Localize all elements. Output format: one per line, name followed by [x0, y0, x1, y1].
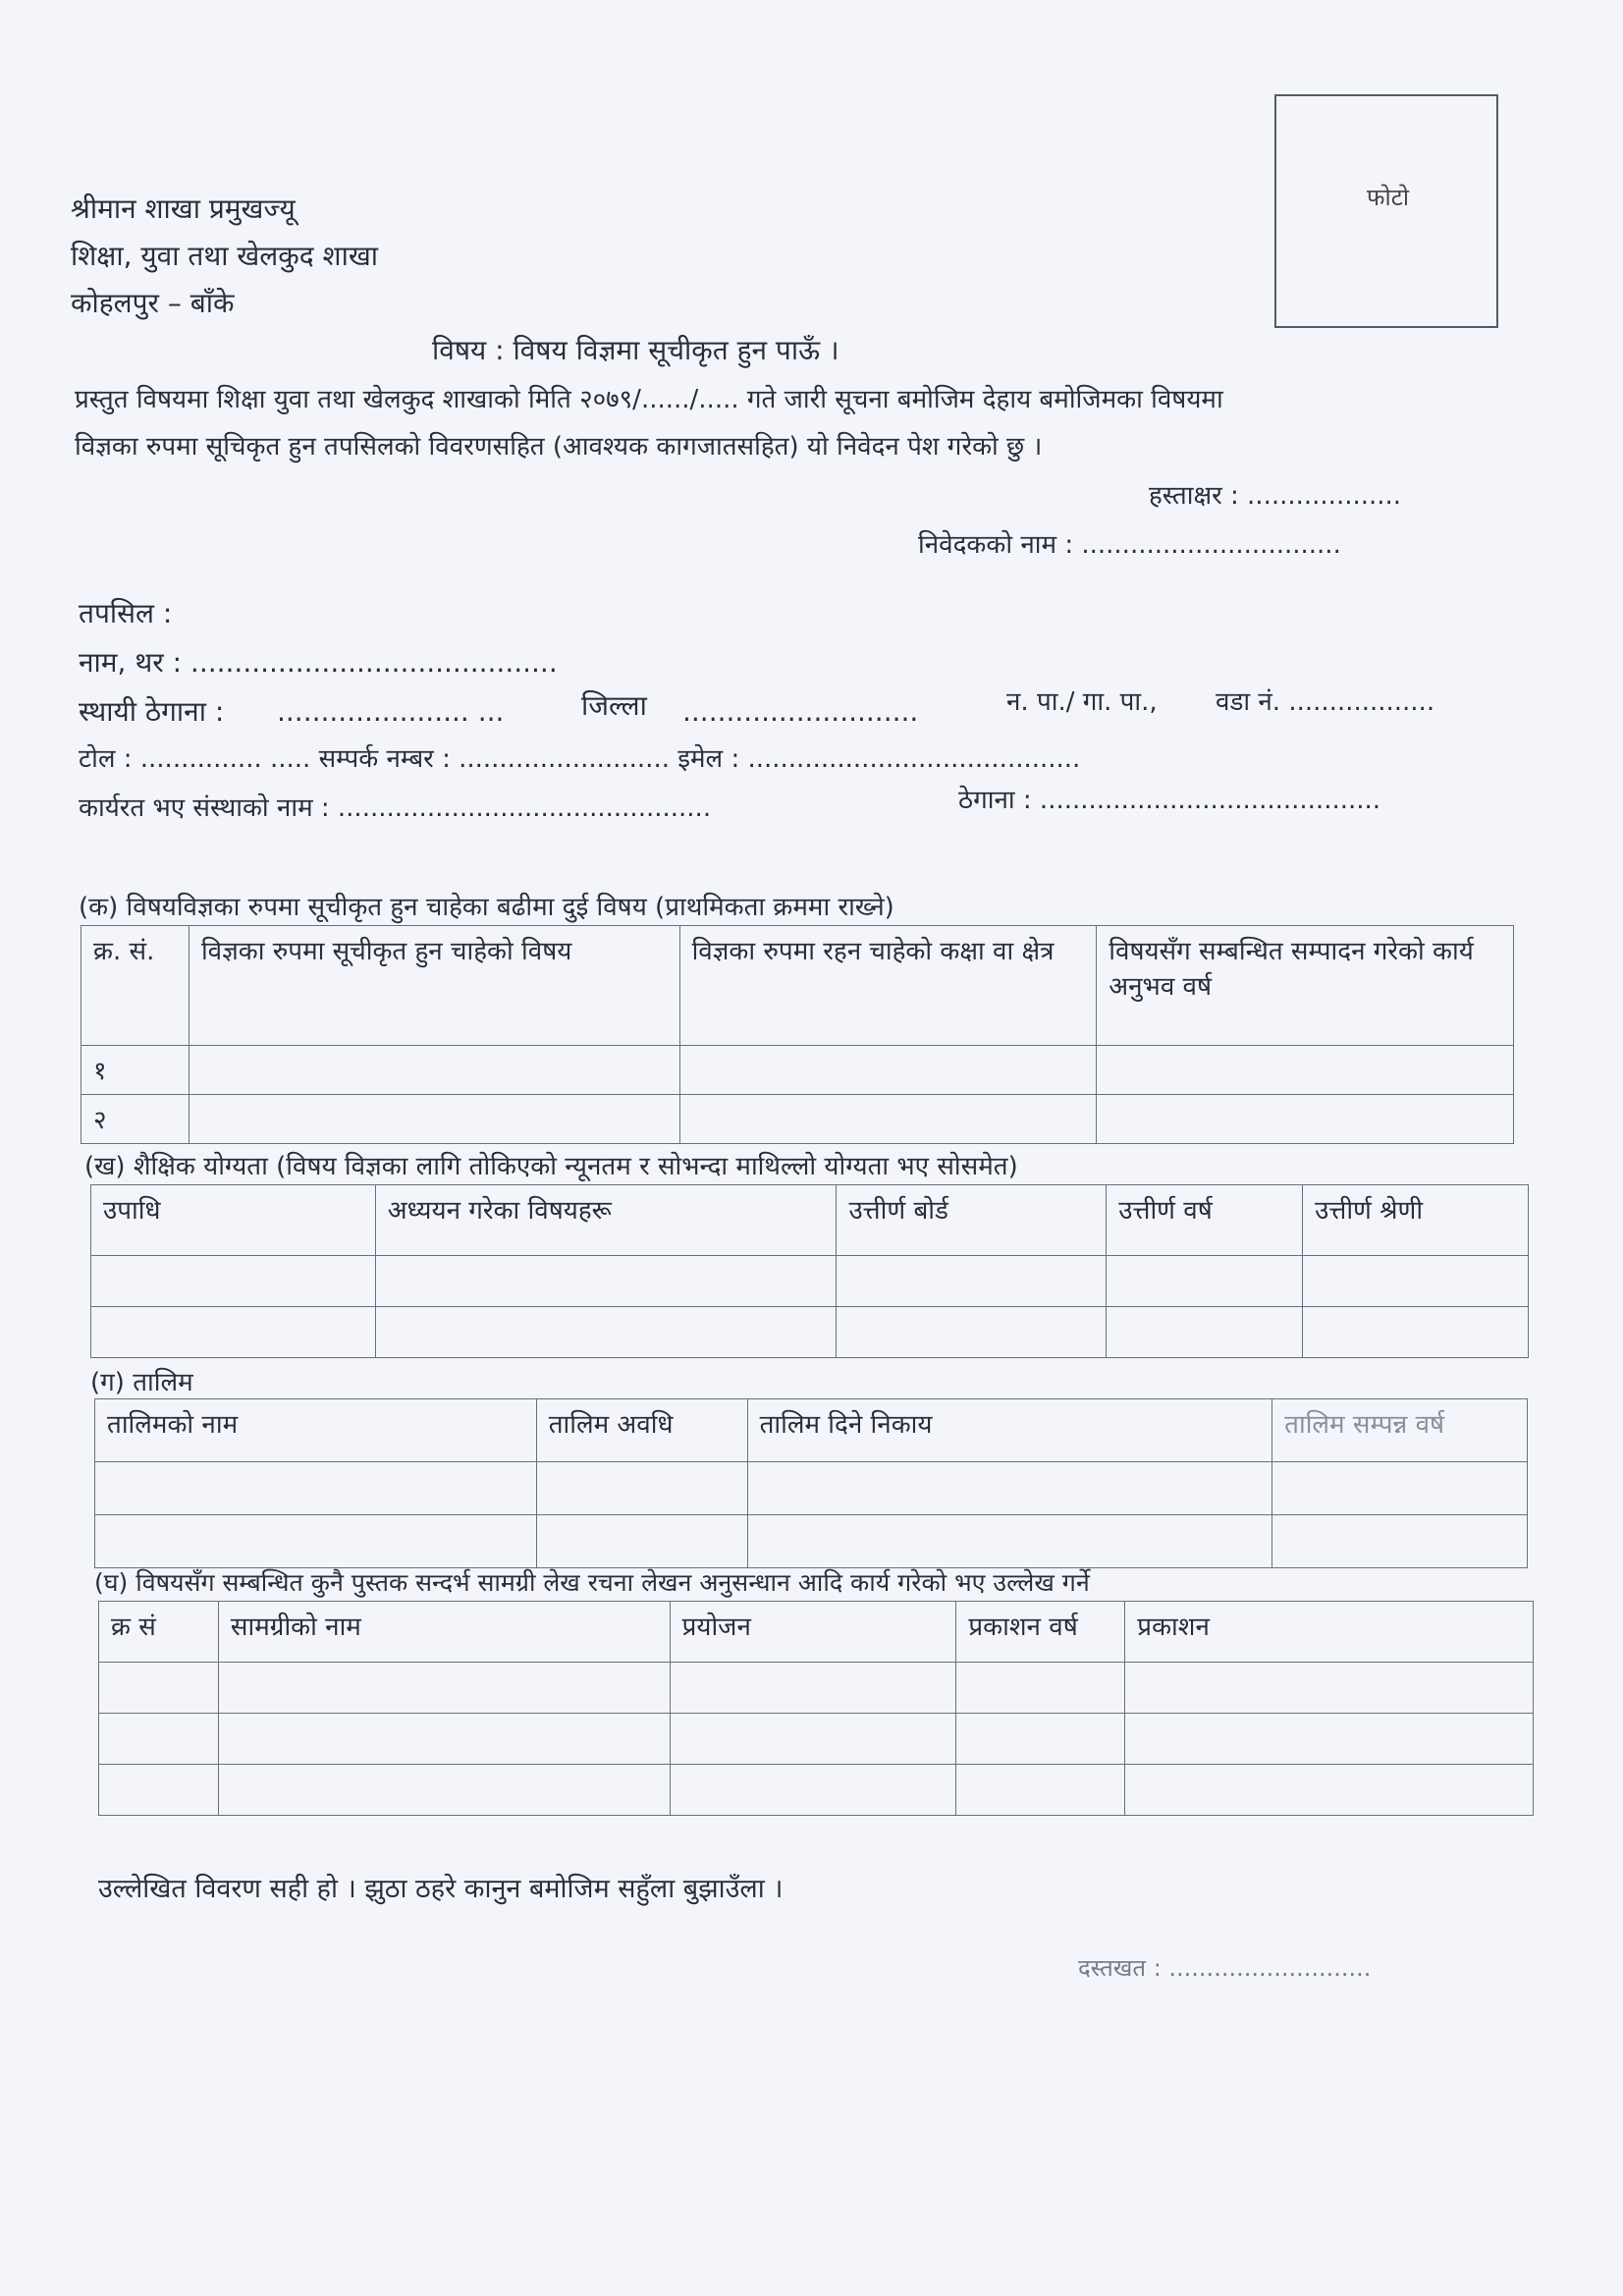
- table-row: [99, 1714, 1534, 1765]
- table-cell[interactable]: [189, 1095, 679, 1144]
- addressee-line1: श्रीमान शाखा प्रमुखज्यू: [71, 192, 296, 225]
- municipality-label: न. पा./ गा. पा.,: [1006, 687, 1158, 717]
- signature-label: हस्ताक्षर : ...................: [1149, 481, 1402, 511]
- final-signature-label: दस्तखत : ...........................: [1078, 1954, 1372, 1982]
- table-header: उत्तीर्ण वर्ष: [1107, 1185, 1303, 1256]
- table-cell[interactable]: [837, 1256, 1107, 1307]
- table-cell[interactable]: [91, 1256, 376, 1307]
- table-cell[interactable]: [218, 1765, 670, 1816]
- table-header: उत्तीर्ण बोर्ड: [837, 1185, 1107, 1256]
- table-cell[interactable]: [837, 1307, 1107, 1358]
- table-cell[interactable]: [95, 1515, 537, 1568]
- row-number: १: [81, 1046, 189, 1095]
- table-cell[interactable]: [747, 1515, 1272, 1568]
- table-row: [81, 1095, 1514, 1144]
- table-header: प्रकाशन वर्ष: [956, 1602, 1125, 1663]
- table-cell[interactable]: [536, 1515, 747, 1568]
- table-cell[interactable]: [189, 1046, 679, 1095]
- table-cell[interactable]: [95, 1462, 537, 1515]
- table-cell[interactable]: [1303, 1256, 1529, 1307]
- table-cell[interactable]: [956, 1714, 1125, 1765]
- table-cell[interactable]: [91, 1307, 376, 1358]
- section-ka-title: (क) विषयविज्ञका रुपमा सूचीकृत हुन चाहेका बढीमा दुई विषय (प्राथमिकता क्रममा राख्ने): [79, 893, 894, 922]
- table-cell[interactable]: [670, 1765, 956, 1816]
- ward-label: वडा नं. ..................: [1216, 687, 1435, 717]
- table-cell[interactable]: [218, 1663, 670, 1714]
- table-cell[interactable]: [218, 1714, 670, 1765]
- row-number: २: [81, 1095, 189, 1144]
- table-row: [95, 1462, 1528, 1515]
- table-cell[interactable]: [956, 1765, 1125, 1816]
- table-header: तालिमको नाम: [95, 1399, 537, 1462]
- section-kha-header-row: [91, 1185, 1529, 1256]
- table-cell[interactable]: [1125, 1714, 1534, 1765]
- section-kha-table: [90, 1184, 1529, 1358]
- table-header: विज्ञका रुपमा रहन चाहेको कक्षा वा क्षेत्र: [679, 926, 1097, 1046]
- table-cell[interactable]: [1125, 1765, 1534, 1816]
- table-row: [91, 1307, 1529, 1358]
- table-cell[interactable]: [670, 1663, 956, 1714]
- permanent-address-label: स्थायी ठेगाना :: [79, 695, 225, 728]
- table-row: [81, 1046, 1514, 1095]
- addressee-line3: कोहलपुर – बाँके: [71, 287, 235, 319]
- table-header: प्रयोजन: [670, 1602, 956, 1663]
- table-cell[interactable]: [1125, 1663, 1534, 1714]
- table-cell[interactable]: [1303, 1307, 1529, 1358]
- table-cell[interactable]: [99, 1765, 219, 1816]
- table-cell[interactable]: [1272, 1515, 1528, 1568]
- table-cell[interactable]: [1107, 1307, 1303, 1358]
- section-ka-header-row: [81, 926, 1514, 1046]
- section-kha-title: (ख) शैक्षिक योग्यता (विषय विज्ञका लागि तोकिएको न्यूनतम र सोभन्दा माथिल्लो योग्यता भए सोसमेत): [84, 1152, 1018, 1181]
- district-dots: ...........................: [682, 695, 919, 728]
- table-cell[interactable]: [679, 1046, 1097, 1095]
- table-cell[interactable]: [99, 1663, 219, 1714]
- org-name-field: कार्यरत भए संस्थाको नाम : ..............................................: [79, 793, 712, 823]
- table-header: तालिम दिने निकाय: [747, 1399, 1272, 1462]
- photo-box: [1274, 94, 1498, 328]
- table-cell[interactable]: [1097, 1046, 1514, 1095]
- section-gha-header-row: [99, 1602, 1534, 1663]
- table-row: [99, 1765, 1534, 1816]
- photo-label: फोटो: [1367, 184, 1410, 211]
- table-cell[interactable]: [747, 1462, 1272, 1515]
- table-cell[interactable]: [375, 1256, 837, 1307]
- table-cell[interactable]: [956, 1663, 1125, 1714]
- name-field: नाम, थर : ..........................................: [79, 646, 558, 679]
- table-cell[interactable]: [536, 1462, 747, 1515]
- declaration-text: उल्लेखित विवरण सही हो । झुठा ठहरे कानुन बमोजिम सहुँला बुझाउँला ।: [98, 1874, 784, 1904]
- section-ga-table: [94, 1398, 1528, 1568]
- table-header: सामग्रीको नाम: [218, 1602, 670, 1663]
- table-header: विज्ञका रुपमा सूचीकृत हुन चाहेको विषय: [189, 926, 679, 1046]
- table-header: क्र सं: [99, 1602, 219, 1663]
- table-header: उपाधि: [91, 1185, 376, 1256]
- table-header: क्र. सं.: [81, 926, 189, 1046]
- body-line1: प्रस्तुत विषयमा शिक्षा युवा तथा खेलकुद शाखाको मिति २०७९/....../..... गते जारी सूचना बमोजिम देहाय बमोजिमका विषयमा: [75, 385, 1223, 414]
- addressee-line2: शिक्षा, युवा तथा खेलकुद शाखा: [71, 240, 378, 272]
- table-header: विषयसँग सम्बन्धित सम्पादन गरेको कार्य अनुभव वर्ष: [1097, 926, 1514, 1046]
- section-gha-title: (घ) विषयसँग सम्बन्धित कुनै पुस्तक सन्दर्भ सामग्री लेख रचना लेखन अनुसन्धान आदि कार्य गरेको भए उल्लेख गर्ने: [94, 1568, 1090, 1597]
- body-line2: विज्ञका रुपमा सूचिकृत हुन तपसिलको विवरणसहित (आवश्यक कागजातसहित) यो निवेदन पेश गरेको छु ।: [75, 432, 1043, 462]
- section-ga-title: (ग) तालिम: [90, 1368, 193, 1397]
- table-header: उत्तीर्ण श्रेणी: [1303, 1185, 1529, 1256]
- tole-contact-email-line: टोल : ............... ..... सम्पर्क नम्बर : .......................... इमेल : .........................................: [79, 744, 1081, 774]
- district-label: जिल्ला: [581, 689, 647, 722]
- table-cell[interactable]: [1272, 1462, 1528, 1515]
- table-row: [91, 1256, 1529, 1307]
- section-ga-header-row: [95, 1399, 1528, 1462]
- table-cell[interactable]: [1097, 1095, 1514, 1144]
- table-cell[interactable]: [375, 1307, 837, 1358]
- table-cell[interactable]: [99, 1714, 219, 1765]
- table-row: [99, 1663, 1534, 1714]
- tapasil-label: तपसिल :: [79, 597, 173, 629]
- section-gha-table: [98, 1601, 1534, 1816]
- permanent-address-dots: ...................... ...: [277, 695, 505, 728]
- table-header: प्रकाशन: [1125, 1602, 1534, 1663]
- section-ka-table: [81, 925, 1514, 1144]
- table-header: अध्ययन गरेका विषयहरू: [375, 1185, 837, 1256]
- table-header: तालिम सम्पन्न वर्ष: [1272, 1399, 1528, 1462]
- org-address-field: ठेगाना : ..........................................: [958, 786, 1381, 815]
- subject-line: विषय : विषय विज्ञमा सूचीकृत हुन पाऊँ ।: [432, 334, 839, 366]
- table-cell[interactable]: [1107, 1256, 1303, 1307]
- table-cell[interactable]: [670, 1714, 956, 1765]
- table-row: [95, 1515, 1528, 1568]
- table-cell[interactable]: [679, 1095, 1097, 1144]
- applicant-name-label: निवेदकको नाम : ................................: [918, 530, 1341, 560]
- table-header: तालिम अवधि: [536, 1399, 747, 1462]
